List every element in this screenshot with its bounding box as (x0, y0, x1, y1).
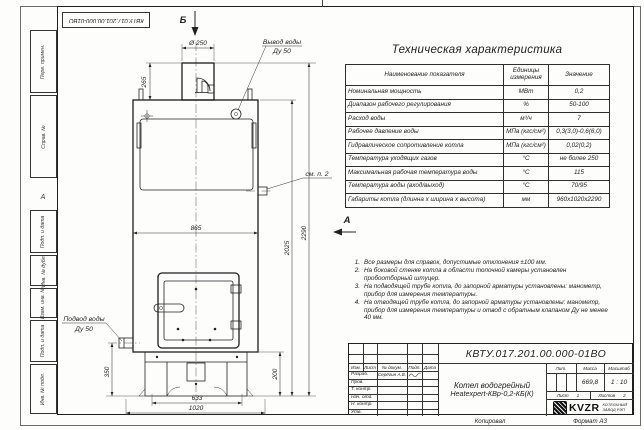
dim-chimney-dia: Ø 250 (189, 40, 207, 47)
inlet-label-line1: Подвод воды (63, 316, 105, 323)
sheets-total-cell: Листов 2 (598, 392, 626, 398)
sampling-fitting (246, 187, 272, 195)
frame-field-inv-dubl: Инв. № дубл. (30, 255, 57, 286)
water-outlet-flange (231, 109, 241, 119)
lit-label: Лит. (555, 365, 567, 371)
spec-row: Температура воды (вход/выход) °С 70/95 (346, 180, 610, 194)
svg-text:Б: Б (179, 15, 187, 26)
role-razrab: Разраб. (351, 372, 369, 378)
water-inlet-fitting (108, 338, 140, 348)
sheet-number-cell: Лист 1 (556, 392, 580, 398)
dim-base-w: 633 (191, 395, 203, 402)
spec-row: Максимальная рабочая температура воды °С 115 (346, 167, 610, 181)
firebox-door-inner (164, 281, 233, 340)
spec-row: Температура уходящих газов °С не более 250 (346, 153, 610, 167)
col-izm: Изм. (351, 364, 361, 370)
role-nach-otd: Нач. отд. (351, 394, 373, 400)
mass-value: 669,8 (581, 378, 599, 386)
frame-field-podp-data-1: Подп. и дата (30, 210, 57, 253)
inlet-label-line2: Ду 50 (75, 326, 93, 333)
dim-body-h: 2025 (284, 240, 291, 256)
dim-total-h: 2290 (301, 225, 308, 241)
kvzr-logo-icon (553, 401, 567, 415)
title-block (348, 343, 633, 415)
format-label: Формат А3 (573, 418, 607, 425)
company-name: КОТЕЛЬНЫЙ ЗАВОД РЭП (602, 401, 628, 412)
chimney-outline (182, 63, 214, 100)
view-b-arrow-icon (180, 11, 199, 36)
col-date: Дата (423, 364, 437, 370)
copied-label: Копировал (474, 418, 506, 425)
role-utv: Утв. (351, 409, 362, 415)
upper-panel (140, 119, 253, 190)
spec-row: Гидравлическое сопротивление котла МПа (кгс/см²) 0,02(0,2) (346, 140, 610, 154)
boiler-front-view (58, 6, 358, 415)
col-list: Лист (364, 364, 376, 370)
outlet-elbow-pipe (195, 78, 214, 93)
outlet-label-line1: Вывод воды (262, 39, 302, 46)
frame-field-vzam-inv: Взам. инв. № (30, 288, 57, 318)
spec-row: Габариты котла (длинна х ширина х высота) мм 960х1020х2290 (346, 194, 610, 208)
note-item: 3. На подводящей трубе котла, до запорной арматуры установлены: манометр, прибор для измерения температуры. (354, 282, 602, 298)
frame-field-perv-primen: Перв. примен. (30, 30, 57, 93)
title-block-doc-number: КВТУ.017.201.00.000-01ВО (465, 347, 607, 360)
spec-header-row (346, 65, 610, 86)
top-fitting-mark (141, 110, 153, 122)
spec-col-unit: Единицы измерения (504, 65, 549, 86)
dim-chimney-h: 265 (141, 76, 148, 88)
spec-table (345, 64, 610, 208)
dim-base-h: 200 (272, 368, 279, 380)
note-item: 4. На отводящей трубе котла, до запорной арматуры установлены: манометр, прибор для измерения температуры и отвод с обратным клапаном Ду не менее 40 мм. (354, 298, 608, 322)
product-name: Котел водогрейный Heatexpert-КВр-0,2-КБ(К) (450, 380, 534, 398)
spec-col-name: Наименование показателя (346, 65, 504, 86)
spec-row: Рабочее давление воды МПа (кгс/см²) 0,3(3,0)-0,6(6,0) (346, 126, 610, 140)
firebox-door (158, 273, 239, 348)
svg-text:А: А (343, 215, 351, 226)
note-item: 2. На боковой стенке котла в области топочной камеры установлен пробоотборный штуцер. (354, 266, 567, 282)
scale-value: 1 : 10 (610, 378, 628, 386)
frame-field-inv-podl: Инв. № подл. (30, 364, 57, 414)
signature-mark (407, 371, 422, 379)
company-cell (546, 399, 634, 416)
dim-total-w: 1020 (188, 405, 204, 412)
outlet-label-line2: Ду 50 (273, 48, 291, 55)
corner-stamp-number: КВТУ.017.201.00.000-01ВО (68, 17, 144, 23)
spec-row: Номинальная мощность МВт 0,2 (346, 86, 610, 100)
spec-col-value: Значение (549, 65, 610, 86)
role-t-kontr: Т. контр. (351, 387, 372, 393)
lifting-lug-right (248, 89, 252, 100)
role-n-kontr: Н. контр. (351, 402, 373, 408)
role-prov: Пров. (351, 379, 364, 385)
kvzr-logo-text: KVZR (568, 401, 600, 414)
scale-label: Масштаб (608, 365, 630, 371)
zone-letter: А (40, 194, 46, 201)
lifting-lug-left (139, 89, 143, 100)
spec-row: Диапазон рабочего регулирования % 50-100 (346, 99, 610, 113)
col-doc: № докум. (381, 364, 403, 370)
note-item: 1. Все размеры для справок, допустимые отклонения ±100 мм. (354, 259, 547, 266)
view-a-arrow-icon (333, 215, 356, 236)
mass-label: Масса (583, 365, 597, 371)
developer-name: Серёгин А.В. (377, 372, 407, 378)
frame-field-sprav-no: Справ. № (30, 95, 57, 178)
notes-block (347, 259, 615, 322)
frame-field-podp-data-2: Подп. и дата (30, 320, 57, 362)
door-bolts (177, 288, 217, 342)
see-note-label: см. п. 2 (305, 171, 329, 178)
dim-body-w: 865 (190, 225, 202, 232)
spec-table-title: Техническая характеристика (391, 44, 563, 56)
spec-row: Расход воды м³/ч 7 (346, 113, 610, 127)
col-sign: Подп. (408, 364, 421, 370)
dim-inlet-h: 350 (104, 366, 111, 378)
